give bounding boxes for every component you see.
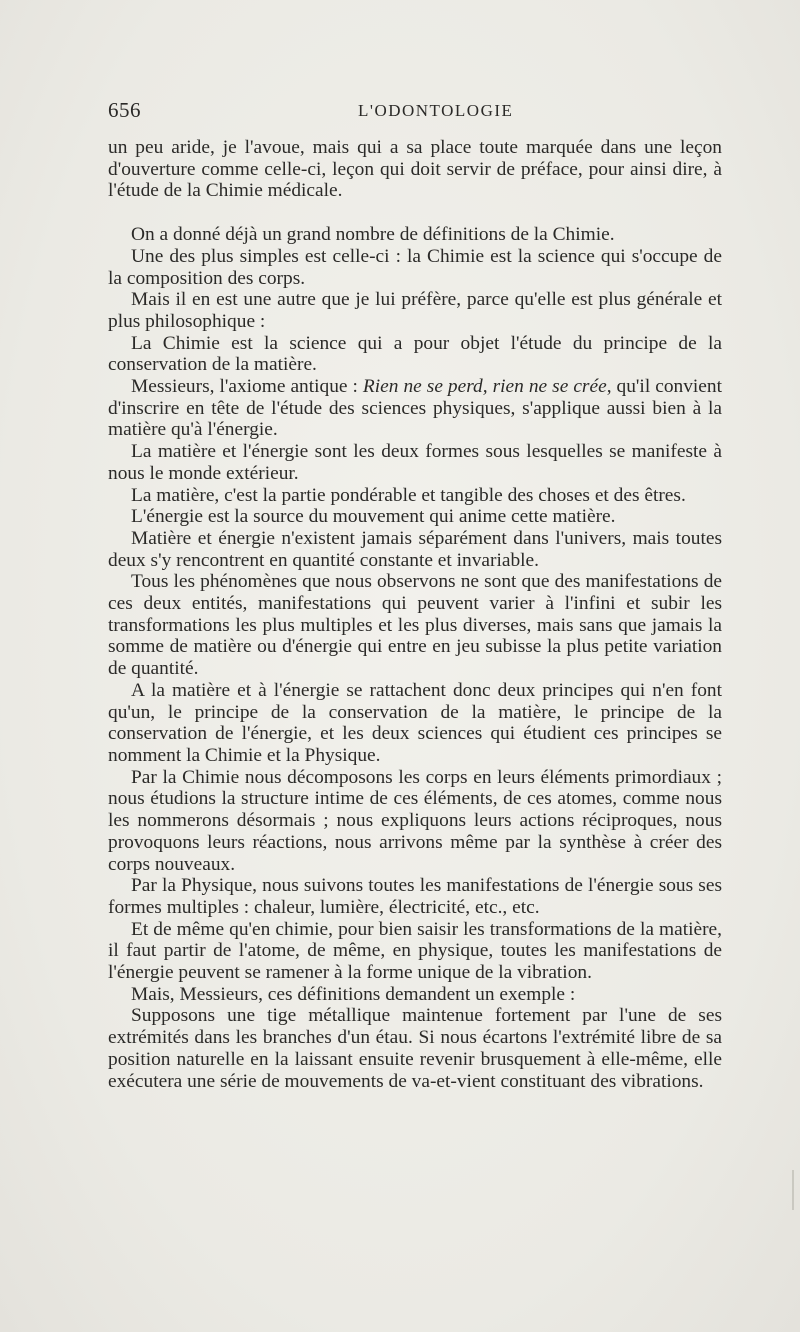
page-header bbox=[108, 98, 722, 128]
paragraph-trail: , qu'il convient d'inscrire en tête de l'étude des sciences physiques, s'applique aussi bien à la matière qu'à l'énergie. bbox=[108, 376, 722, 441]
paragraph: Matière et énergie n'existent jamais séparément dans l'univers, mais toutes deux s'y rencontrent en quantité constante et invariable. bbox=[108, 527, 722, 571]
paragraph: Mais il en est une autre que je lui préfère, parce qu'elle est plus générale et plus philosophique : bbox=[108, 289, 722, 332]
paragraph-axiom bbox=[108, 376, 722, 441]
paragraph: La Chimie est la science qui a pour objet l'étude du principe de la conservation de la matière. bbox=[108, 332, 722, 376]
body-text bbox=[108, 137, 722, 1092]
paragraph-lead: Messieurs, l'axiome antique : bbox=[131, 376, 363, 398]
paragraph: Une des plus simples est celle-ci : la Chimie est la science qui s'occupe de la composition des corps. bbox=[108, 245, 722, 289]
running-title: L'ODONTOLOGIE bbox=[358, 101, 514, 120]
paragraph: La matière, c'est la partie pondérable et tangible des choses et des êtres. bbox=[131, 484, 686, 506]
paragraph: Par la Chimie nous décomposons les corps en leurs éléments primordiaux ; nous étudions la structure intime de ces éléments, de ces atomes, comme nous les nommerons désormais ; nous expliquons leurs actions réciproques, nous provoquons leurs réactions, nous arrivons même par la synthèse à créer des corps nouveaux. bbox=[108, 766, 722, 875]
paragraph: Supposons une tige métallique maintenue fortement par l'une de ses extrémités dans les branches d'un étau. Si nous écartons l'extrémité libre de sa position naturelle en la laissant ensuite revenir brusquement à elle-même, elle exécutera une série de mouvements de va-et-vient constituant des vibrations. bbox=[108, 1005, 722, 1092]
paragraph: Tous les phénomènes que nous observons ne sont que des manifestations de ces deux entités, manifestations qui peuvent varier à l'infini et subir les transformations les plus multiples et les plus diverses, mais sans que jamais la somme de matière ou d'énergie qui entre en jeu subisse la plus petite variation de quantité. bbox=[108, 571, 722, 680]
paragraph: un peu aride, je l'avoue, mais qui a sa place toute marquée dans une leçon d'ouverture comme celle-ci, leçon qui doit servir de préface, pour ainsi dire, à l'étude de la Chimie médicale. bbox=[108, 137, 722, 202]
paragraph: On a donné déjà un grand nombre de définitions de la Chimie. bbox=[131, 224, 615, 246]
page-number: 656 bbox=[108, 98, 141, 122]
paragraph: La matière et l'énergie sont les deux formes sous lesquelles se manifeste à nous le monde extérieur. bbox=[108, 441, 722, 484]
paragraph: A la matière et à l'énergie se rattachent donc deux principes qui n'en font qu'un, le principe de la conservation de la matière, le principe de la conservation de l'énergie, et les deux sciences qui étudient ces principes se nomment la Chimie et la Physique. bbox=[108, 679, 722, 766]
paragraph: Mais, Messieurs, ces définitions demandent un exemple : bbox=[131, 983, 576, 1005]
paragraph: Et de même qu'en chimie, pour bien saisir les transformations de la matière, il faut partir de l'atome, de même, en physique, toutes les manifestations de l'énergie peuvent se ramener à la forme unique de la vibration. bbox=[108, 918, 722, 984]
page-edge-mark bbox=[792, 1170, 794, 1210]
paragraph: Par la Physique, nous suivons toutes les manifestations de l'énergie sous ses formes multiples : chaleur, lumière, électricité, etc., etc. bbox=[108, 875, 722, 918]
paragraph: L'énergie est la source du mouvement qui anime cette matière. bbox=[131, 506, 616, 528]
axiom-quote: Rien ne se perd, rien ne se crée bbox=[362, 376, 607, 398]
